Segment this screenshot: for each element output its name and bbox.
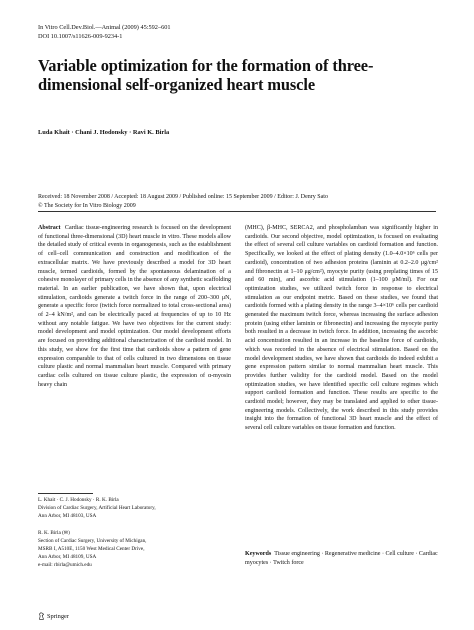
corresponding-author: R. K. Birla (✉) — [38, 530, 70, 536]
abstract-text: Cardiac tissue-engineering research is focused on the development of functional three-dimensional (3D) heart muscle in vitro. These models allow the detailed study of critical events in organogenesis, such as the establishment of cell–cell communication and construction and modification of the extracellular matrix. We have previously described a model for 3D heart muscle, termed cardioids, formed by the spontaneous delamination of a cohesive monolayer of primary cells in the absence of any synthetic scaffolding material. In an earlier publication, we have shown that, upon electrical stimulation, cardioids generate a twitch force in the range of 200–300 μN, generate a specific force (twitch force normalized to total cross-sectional area) of 2–4 kN/m², and can be electrically paced at frequencies of up to 10 Hz without any notable fatigue. We have two objectives for the current study: model development and model optimization. Our model development efforts are focused on providing additional characterization of the cardioid model. In this study, we show for the first time that cardioids show a pattern of gene expression comparable to that of cells cultured in two dimensions on tissue culture plastic and normal mammalian heart muscle. Compared with primary cardiac cells cultured on tissue culture plastic, the expression of α-myosin heavy chain — [38, 225, 232, 388]
publication-history — [38, 193, 328, 211]
author-list: Luda Khait · Chani J. Hodonsky · Ravi K. Birla — [38, 129, 170, 136]
springer-horse-icon — [38, 612, 45, 620]
header-divider — [38, 211, 436, 212]
abstract-label: Abstract — [38, 225, 61, 231]
journal-citation — [38, 23, 171, 41]
abstract-column — [38, 224, 231, 389]
affiliation-division: Division of Cardiac Surgery, Artificial Heart Laboratory, — [38, 504, 156, 511]
article-title: Variable optimization for the formation of three-dimensional self-organized heart muscle — [38, 56, 374, 94]
publisher-mark — [38, 612, 69, 620]
affiliation-block-2 — [38, 530, 231, 570]
journal-citation-line: In Vitro Cell.Dev.Biol.—Animal (2009) 45:592–601 — [38, 24, 171, 31]
keywords-label: Keywords — [245, 551, 272, 557]
email-line[interactable]: e-mail: rbirla@umich.edu — [38, 561, 92, 568]
abstract-continuation-text: (MHC), β-MHC, SERCA2, and phospholamban was significantly higher in cardioids. Our second objective, model optimization, is focused on evaluating the effect of several cell culture variables on cardioid formation and function. Specifically, we looked at the effect of plating density (1.0–4.0×10⁶ cells per cardioid), concentration of two adhesion proteins (laminin at 0.2–2.0 μg/cm² and fibronectin at 1–10 μg/cm²), myocyte purity (using preplating times of 15 and 60 min), and ascorbic acid stimulation (1–100 μM/ml). For our optimization studies, we utilized twitch force in response to electrical stimulation as our endpoint metric. Based on these studies, we found that cardioids formed with a plating density in the range 3–4×10⁶ cells per cardioid generated the maximum twitch force, whereas increasing the surface adhesion protein (using either laminin or fibronectin) and increasing the myocyte purity both resulted in a decrease in twitch force. In addition, increasing the ascorbic acid concentration resulted in an increase in the baseline force of cardioids, which was recorded in the absence of electrical stimulation. Based on the model development studies, we have shown that cardioids do indeed exhibit a gene expression pattern similar to normal mammalian heart muscle. This provides further validity for the cardioid model. Based on the model optimization studies, we have identified specific cell culture regimes which support cardioid formation and function. These results are specific to the cardioid model; however, they may be translated and applied to other tissue-engineering models. Collectively, the work described in this study provides insight into the formation of functional 3D heart muscle and the effect of several cell culture variables on tissue formation and function. — [245, 225, 438, 432]
affiliation-section: Section of Cardiac Surgery, University of Michigan, — [38, 537, 147, 544]
affiliation-city: Ann Arbor, MI 48109, USA — [38, 553, 97, 560]
affiliation-address: MSRB I, A510E, 1150 West Medical Center Drive, — [38, 545, 145, 552]
abstract-paragraph — [38, 224, 231, 389]
abstract-continuation-column — [245, 224, 438, 433]
keywords-text: Tissue engineering · Regenerative medicine · Cell culture · Cardiac myocytes · Twitch force — [245, 551, 438, 566]
publisher-name: Springer — [47, 612, 70, 620]
doi-line: DOI 10.1007/s11626-009-9234-1 — [38, 33, 123, 40]
keywords-block — [245, 550, 438, 567]
footnote-divider — [38, 493, 93, 494]
affiliation-authors: L. Khait · C. J. Hodonsky · R. K. Birla — [38, 497, 119, 503]
copyright-line: © The Society for In Vitro Biology 2009 — [38, 202, 136, 209]
dates-line: Received: 18 November 2008 / Accepted: 18 August 2009 / Published online: 15 September 2009 / Editor: J. Denry Sato — [38, 194, 328, 200]
affiliation-block-1 — [38, 497, 231, 521]
affiliation-city: Ann Arbor, MI 48103, USA — [38, 512, 97, 519]
